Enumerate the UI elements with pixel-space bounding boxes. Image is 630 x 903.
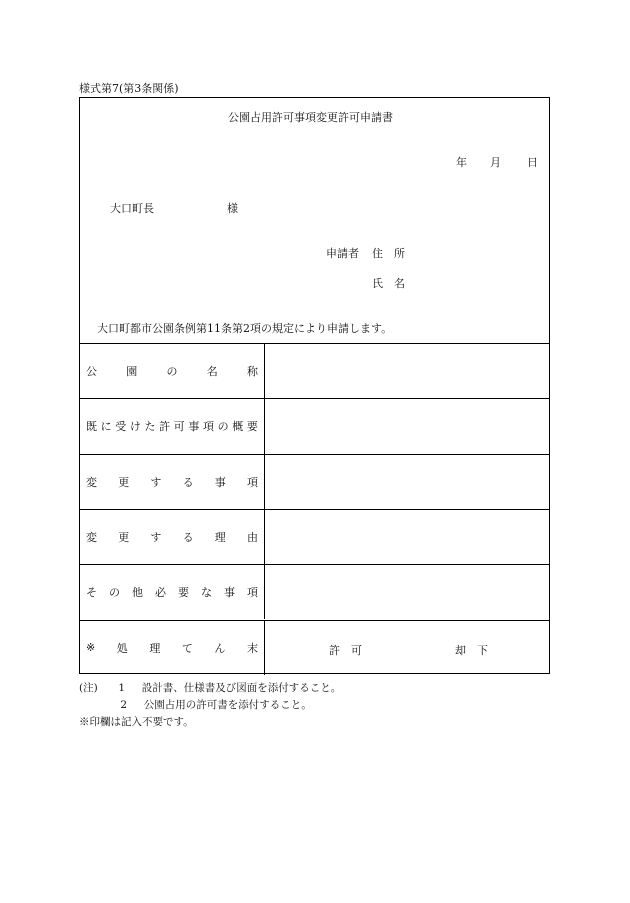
row-label-char: ※ (86, 641, 96, 655)
row-value[interactable] (265, 621, 549, 675)
form-number: 様式第7(第3条関係) (79, 82, 179, 95)
row-label (80, 621, 265, 675)
row-label-char: の (109, 586, 120, 600)
row-label (80, 344, 265, 398)
row-label-char: に (100, 420, 112, 434)
row-label-char: 事 (188, 420, 200, 434)
addressee-honorific: 様 (227, 202, 238, 215)
row-label-char: 理 (149, 641, 161, 655)
row-label-char: す (150, 531, 162, 545)
addressee-name: 大口町長 (110, 202, 154, 215)
row-label-char: 許 (159, 420, 171, 434)
table-row (80, 398, 549, 453)
row-label-char: 公 (86, 365, 97, 379)
row-value[interactable] (265, 344, 549, 398)
table-row (80, 509, 549, 564)
note-2-num: 2 (120, 699, 128, 711)
table-row (80, 454, 549, 509)
applicant-name-label: 氏 名 (372, 277, 405, 290)
row-label-char: 末 (246, 641, 258, 655)
row-label-char: 項 (246, 475, 258, 489)
row-value[interactable] (265, 399, 549, 453)
row-label-char: ん (214, 641, 226, 655)
row-label-char: 称 (247, 365, 258, 379)
row-label-char: け (129, 420, 141, 434)
row-label-char: 項 (203, 420, 214, 434)
note-2-text: 公園占用の許可書を添付すること。 (143, 699, 312, 711)
row-label (80, 510, 265, 564)
table-row (80, 564, 549, 619)
row-label-char: す (150, 475, 162, 489)
row-label-char: る (182, 531, 194, 545)
row-label-char: 更 (118, 531, 130, 545)
row-label-char: 可 (173, 420, 185, 434)
table-row (80, 343, 549, 398)
row-label-char: の (217, 420, 229, 434)
row-label-char: 園 (126, 365, 138, 379)
row-label-char: 事 (224, 586, 235, 600)
row-label-char: 由 (246, 531, 258, 545)
row-label-char: た (144, 420, 156, 434)
row-label-char: 必 (155, 586, 166, 600)
row-label-char: な (201, 586, 212, 600)
row-label-char: 概 (232, 420, 244, 434)
row-label-char: 要 (246, 420, 258, 434)
permit-option: 許 可 (329, 643, 362, 657)
application-form (79, 97, 550, 674)
row-label (80, 455, 265, 509)
row-label-char: 変 (86, 475, 97, 489)
row-label-char: 受 (115, 420, 127, 434)
notes-prefix: (注) (79, 682, 98, 694)
table-row (80, 620, 549, 675)
row-label-char: 更 (118, 475, 130, 489)
row-label-char: 既 (86, 420, 97, 434)
row-label-char: 変 (86, 531, 97, 545)
row-label-char: 要 (178, 586, 189, 600)
notes-footer: ※印欄は記入不要です。 (79, 716, 194, 728)
row-label-char: 項 (247, 586, 258, 600)
row-label-char: て (181, 641, 193, 655)
date-month: 月 (490, 156, 501, 169)
row-label-char: 他 (132, 586, 143, 600)
row-label (80, 399, 265, 453)
row-label-char: 事 (214, 475, 226, 489)
date-day: 日 (527, 156, 538, 169)
row-label-char: 処 (116, 641, 128, 655)
applicant-label: 申請者 (326, 247, 359, 260)
row-label-char: る (182, 475, 194, 489)
date-year: 年 (456, 156, 467, 169)
row-label-char: 名 (206, 365, 218, 379)
note-1-num: 1 (118, 682, 126, 694)
row-value[interactable] (265, 510, 549, 564)
row-value[interactable] (265, 565, 549, 619)
note-1-text: 設計書、仕様書及び図面を添付すること。 (141, 682, 342, 694)
row-label (80, 565, 265, 619)
application-statement: 大口町都市公園条例第11条第2項の規定により申請します。 (97, 322, 393, 335)
form-title: 公園占用許可事項変更許可申請書 (228, 111, 393, 124)
row-label-char: 理 (214, 531, 226, 545)
row-label-char: の (166, 365, 178, 379)
notes (79, 680, 341, 731)
applicant-address-label: 住 所 (372, 247, 405, 260)
row-value[interactable] (265, 455, 549, 509)
reject-option: 却 下 (455, 643, 488, 657)
row-label-char: そ (86, 586, 97, 600)
